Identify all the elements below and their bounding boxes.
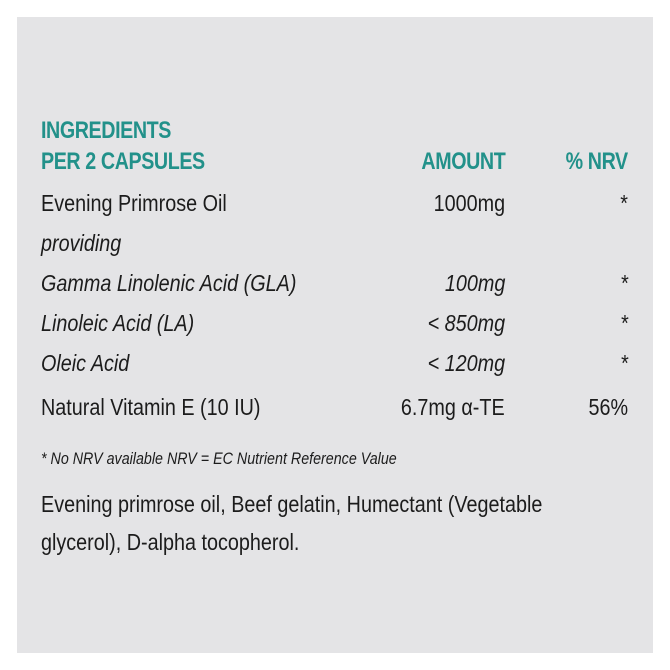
label-panel xyxy=(17,17,653,653)
table-row xyxy=(41,223,629,263)
ingredients-line: Evening primrose oil, Beef gelatin, Humectant (Vegetable xyxy=(41,491,543,517)
ingredients-line: glycerol), D-alpha tocopherol. xyxy=(41,529,300,555)
nrv-footnote: * No NRV available NRV = EC Nutrient Reference Value xyxy=(41,449,397,468)
amount-column-header: AMOUNT xyxy=(421,148,505,175)
table-heading xyxy=(41,115,205,177)
table-row xyxy=(41,387,629,427)
row-nrv: * xyxy=(620,270,628,296)
row-name: Oleic Acid xyxy=(41,350,130,376)
table-row xyxy=(41,343,629,383)
row-name: Natural Vitamin E (10 IU) xyxy=(41,394,261,420)
row-nrv: * xyxy=(620,310,628,336)
nrv-column-header: % NRV xyxy=(565,148,628,175)
row-amount: 100mg xyxy=(444,270,505,296)
ingredients-list xyxy=(41,485,643,561)
row-name: Linoleic Acid (LA) xyxy=(41,310,195,336)
row-amount: 1000mg xyxy=(433,190,505,216)
row-nrv: * xyxy=(620,350,628,376)
row-nrv: 56% xyxy=(588,394,628,420)
row-amount: < 120mg xyxy=(427,350,505,376)
table-row xyxy=(41,183,629,223)
row-amount: 6.7mg α-TE xyxy=(401,394,505,420)
table-row xyxy=(41,263,629,303)
table-row xyxy=(41,303,629,343)
row-name: Evening Primrose Oil xyxy=(41,190,227,216)
row-nrv: * xyxy=(620,190,628,216)
row-amount: < 850mg xyxy=(427,310,505,336)
heading-line-ingredients: INGREDIENTS xyxy=(41,117,171,144)
heading-line-per-capsules: PER 2 CAPSULES xyxy=(41,148,205,175)
row-name: providing xyxy=(41,230,122,256)
row-name: Gamma Linolenic Acid (GLA) xyxy=(41,270,297,296)
